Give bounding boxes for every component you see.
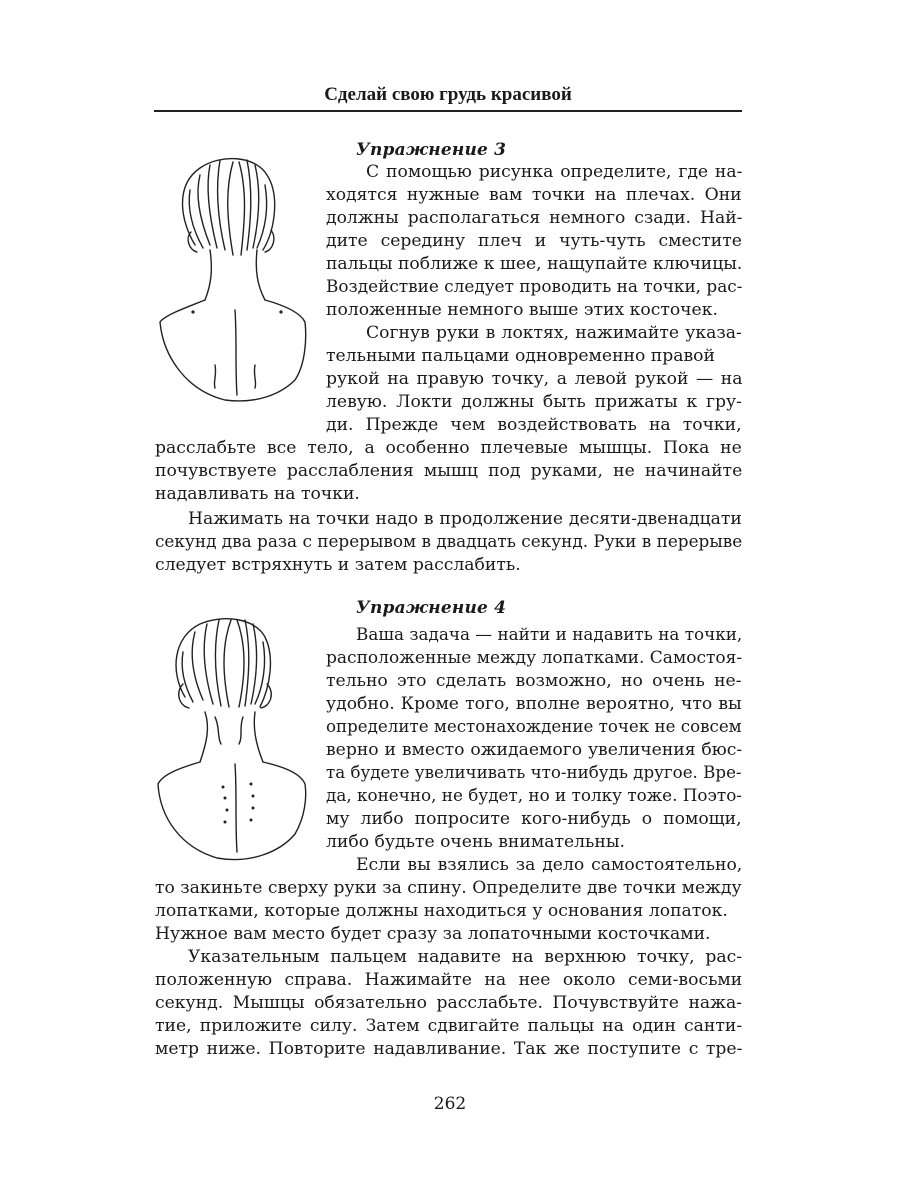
ex4-line-16: положенную справа. Нажимайте на нее около семи-восьми <box>155 970 743 990</box>
ex3-line-17: секунд два раза с перерывом в двадцать секунд. Руки в перерыве <box>155 532 743 552</box>
ex3-line-13: расслабьте все тело, а особенно плечевые мышцы. Пока не <box>155 438 742 458</box>
ex3-line-14: почувствуете расслабления мышц под руками, не начинайте <box>155 461 743 481</box>
ex4-line-18: тие, приложите силу. Затем сдвигайте пальцы на один санти- <box>155 1016 743 1036</box>
ex3-line-12: ди. Прежде чем воздействовать на точки, <box>326 415 742 435</box>
ex4-line-9: му либо попросите кого-нибудь о помощи, <box>326 809 742 829</box>
ex3-line-18: следует встряхнуть и затем расслабить. <box>155 555 521 575</box>
figure-back-points <box>155 612 310 867</box>
ex3-line-3: должны располагаться немного сзади. Най- <box>326 208 743 228</box>
running-header <box>154 84 742 114</box>
page-number: 262 <box>433 1094 467 1114</box>
running-title: Сделай свою грудь красивой <box>324 84 572 105</box>
ex4-line-1: Ваша задача — найти и надавить на точки, <box>356 625 743 645</box>
ex4-line-7: та будете увеличивать что-нибудь другое. Вре- <box>326 763 742 783</box>
head-back-points-illustration <box>155 612 310 867</box>
ex4-line-10: либо будьте очень внимательны. <box>326 832 625 852</box>
ex4-line-11: Если вы взялись за дело самостоятельно, <box>356 855 743 875</box>
ex4-line-19: метр ниже. Повторите надавливание. Так же поступите с тре- <box>155 1039 743 1059</box>
ex3-line-10: рукой на правую точку, а левой рукой — на <box>326 369 743 389</box>
ex4-line-4: удобно. Кроме того, вполне вероятно, что вы <box>326 694 742 714</box>
ex3-line-16: Нажимать на точки надо в продолжение десяти-двенадцати <box>188 509 742 529</box>
ex3-line-8: Согнув руки в локтях, нажимайте указа- <box>366 323 742 343</box>
ex4-line-8: да, конечно, не будет, но и толку тоже. Поэто- <box>326 786 742 806</box>
ex4-line-3: тельно это сделать возможно, но очень не- <box>326 671 742 691</box>
ex3-line-1: С помощью рисунка определите, где на- <box>366 162 743 182</box>
ex3-line-11: левую. Локти должны быть прижаты к гру- <box>326 392 742 412</box>
ex4-line-15: Указательным пальцем надавите на верхнюю точку, рас- <box>188 947 743 967</box>
ex3-line-15: надавливать на точки. <box>155 484 360 504</box>
exercise-4-heading: Упражнение 4 <box>356 598 507 618</box>
exercise-3-heading: Упражнение 3 <box>356 140 507 160</box>
ex4-line-6: верно и вместо ожидаемого увеличения бюс- <box>326 740 743 760</box>
ex3-line-9: тельными пальцами одновременно правой <box>326 346 715 366</box>
ex4-line-5: определите местонахождение точек не совсем <box>326 717 742 737</box>
ex4-line-14: Нужное вам место будет сразу за лопаточными косточками. <box>155 924 711 944</box>
ex3-line-2: ходятся нужные вам точки на плечах. Они <box>326 185 742 205</box>
ex3-line-5: пальцы поближе к шее, нащупайте ключицы. <box>326 254 743 274</box>
ex3-line-4: дите середину плеч и чуть-чуть сместите <box>326 231 742 251</box>
ex4-line-17: секунд. Мышцы обязательно расслабьте. Почувствуйте нажа- <box>155 993 743 1013</box>
ex4-line-2: расположенные между лопатками. Самостоя- <box>326 648 743 668</box>
ex3-line-6: Воздействие следует проводить на точки, рас- <box>326 277 743 297</box>
ex4-line-12: то закиньте сверху руки за спину. Определите две точки между <box>155 878 742 898</box>
ex3-line-7: положенные немного выше этих косточек. <box>326 300 718 320</box>
head-shoulders-illustration <box>155 150 315 405</box>
header-rule <box>154 110 742 112</box>
figure-shoulder-points <box>155 150 315 405</box>
ex4-line-13: лопатками, которые должны находиться у основания лопаток. <box>155 901 728 921</box>
